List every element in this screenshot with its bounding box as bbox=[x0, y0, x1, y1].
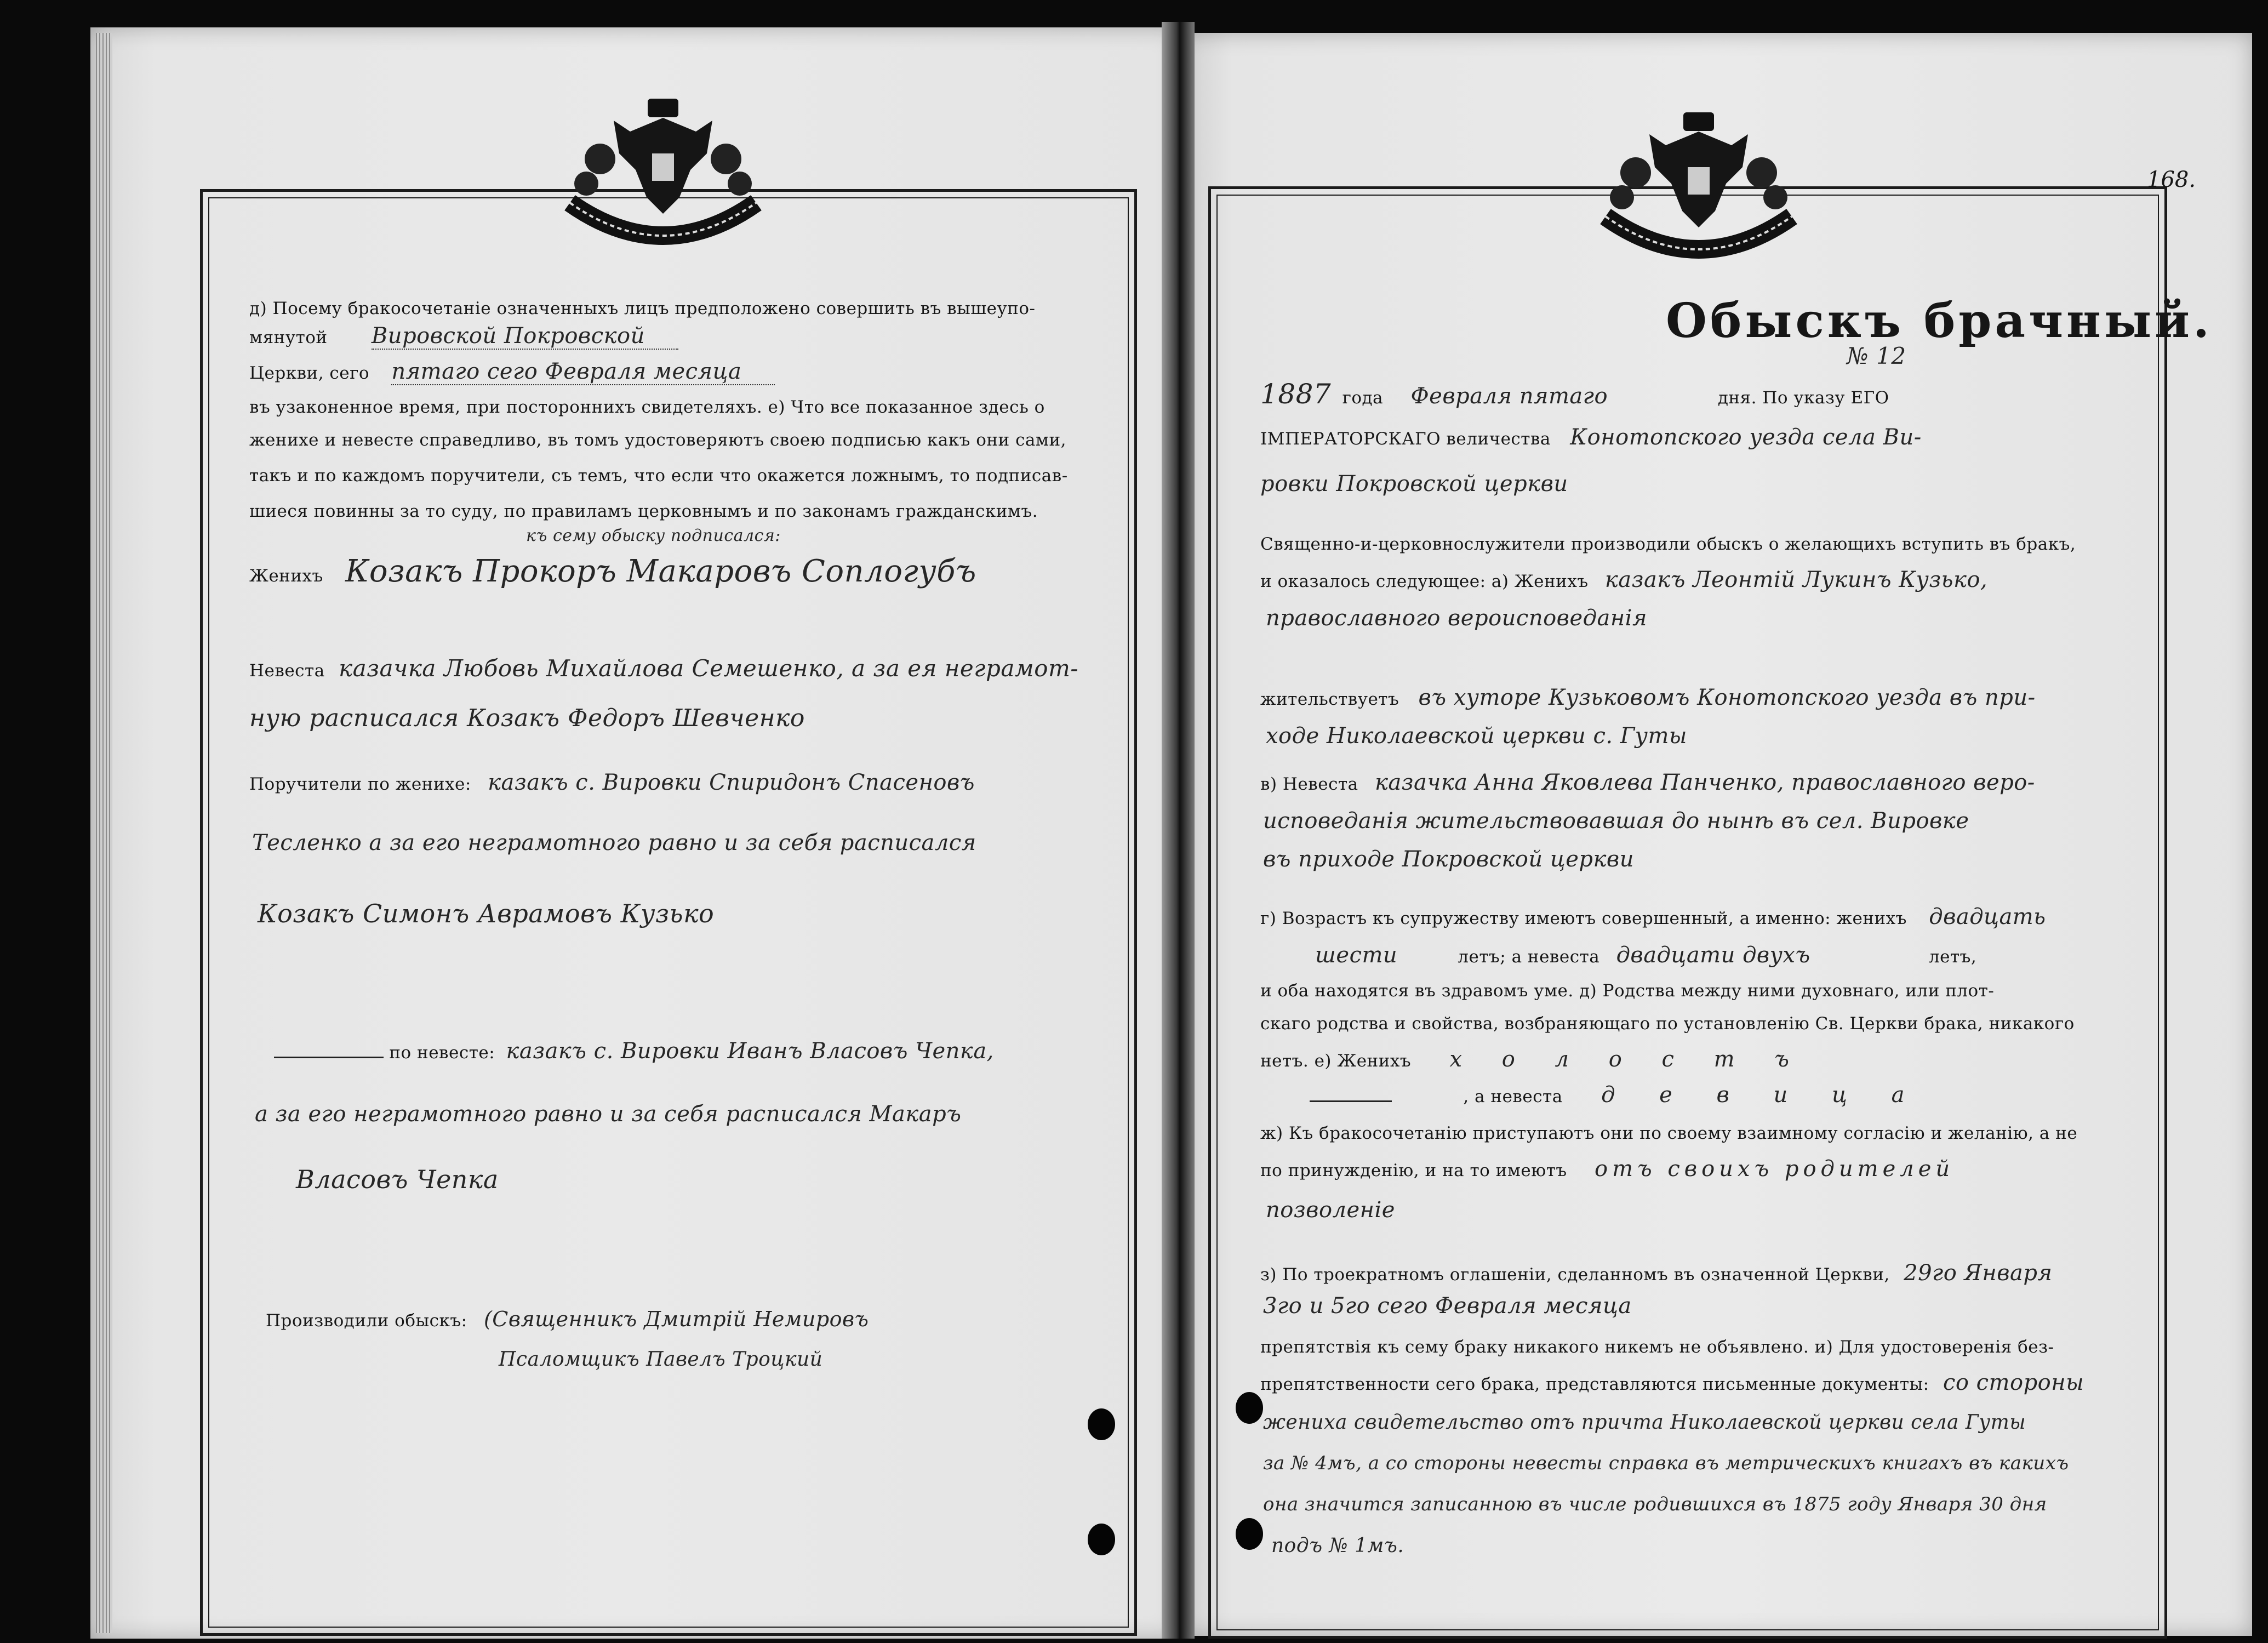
blank-rule bbox=[274, 1057, 384, 1058]
groom-label: Женихъ bbox=[249, 566, 323, 586]
handwritten-banns-date: 29го Января bbox=[1904, 1260, 2053, 1286]
marital-label: нетъ. е) Женихъ bbox=[1260, 1051, 1412, 1071]
document-title: Обыскъ брачный. bbox=[1666, 293, 2213, 349]
handwritten-surety: казакъ с. Вировки Спиридонъ Спасеновъ bbox=[488, 770, 975, 795]
handwritten-date: пятаго сего Февраля месяца bbox=[391, 359, 775, 385]
handwritten-surety-cont: а за его неграмотного равно и за себя расписался Макаръ bbox=[255, 1102, 962, 1127]
right-kin-line: скаго родства и свойства, возбраняющаго по установленiю Св. Церкви брака, никакого bbox=[1260, 1014, 2075, 1034]
age-label: г) Возрастъ къ супружеству имеютъ совершенный, а именно: женихъ bbox=[1260, 909, 1907, 928]
handwritten-groom: казакъ Леонтiй Лукинъ Кузько, bbox=[1604, 567, 1988, 592]
age-years-label: летъ, bbox=[1928, 947, 1977, 967]
left-item-d-line2 bbox=[249, 323, 678, 350]
left-sureties-bride-line1 bbox=[274, 1039, 994, 1064]
left-item-d-line3 bbox=[249, 359, 775, 385]
page-number: 168. bbox=[2147, 167, 2196, 192]
page-stack-edge bbox=[96, 33, 112, 1633]
majesty-label: IМПЕРАТОРСКАГО величества bbox=[1260, 429, 1551, 449]
binding-hole bbox=[1236, 1518, 1263, 1550]
sureties-bride-label: по невесте: bbox=[389, 1043, 495, 1063]
handwritten-consent: отъ своихъ родителей bbox=[1595, 1156, 1955, 1182]
handwritten-priest-signature: (Священникъ Дмитрiй Немировъ bbox=[483, 1307, 869, 1331]
blank-rule bbox=[1310, 1100, 1392, 1102]
handwritten-surety-signature: Козакъ Симонъ Аврамовъ Кузько bbox=[258, 899, 715, 928]
handwritten-groom-signature: Козакъ Прокоръ Макаровъ Соплогубъ bbox=[345, 554, 976, 589]
handwritten-clerk-signature: Псаломщикъ Павелъ Троцкий bbox=[499, 1348, 823, 1371]
handwritten-docs-cont: жениха свидетельство отъ причта Николаевской церкви села Гуты bbox=[1263, 1411, 2026, 1434]
label: мянутой bbox=[249, 328, 328, 347]
handwritten-surety-signature: Власовъ Чепка bbox=[296, 1165, 499, 1194]
right-found-line bbox=[1260, 567, 1987, 592]
left-item-d-line6: такъ и по каждомъ поручители, съ темъ, что если что окажется ложнымъ, то подписав- bbox=[249, 466, 1068, 486]
right-residence-line bbox=[1260, 685, 2036, 710]
right-marital-line1 bbox=[1260, 1047, 1806, 1072]
handwritten-bride-signature: казачка Любовь Михайлова Семешенко, а за ея неграмот- bbox=[339, 655, 1079, 682]
handwritten-residence-cont: ходе Николаевской церкви с. Гуты bbox=[1266, 723, 1687, 749]
right-date-line bbox=[1260, 378, 1889, 410]
handwritten-groom-age: двадцать bbox=[1929, 904, 2046, 929]
right-consent-line1: ж) Къ бракосочетанiю приступаютъ они по своему взаимному согласiю и желанiю, а не bbox=[1260, 1123, 2078, 1143]
handwritten-groom-cont: православного вероисповеданiя bbox=[1266, 606, 1647, 631]
handwritten-docs-cont: за № 4мъ, а со стороны невесты справка въ метрическихъ книгахъ въ какихъ bbox=[1263, 1452, 2069, 1474]
handwritten-docs: со стороны bbox=[1943, 1370, 2084, 1395]
label: Церкви, сего bbox=[249, 363, 370, 383]
handwritten-bride-age: двадцати двухъ bbox=[1616, 943, 1810, 968]
left-conducted-line bbox=[266, 1307, 869, 1331]
handwritten-year: 1887 bbox=[1260, 378, 1332, 410]
binding-hole bbox=[1236, 1392, 1263, 1424]
handwritten-docs-cont: подъ № 1мъ. bbox=[1271, 1534, 1404, 1557]
consent-label: по принужденiю, и на то имеютъ bbox=[1260, 1161, 1567, 1180]
right-banns-line bbox=[1260, 1260, 2052, 1286]
handwritten-signed-note: къ сему обыску подписался: bbox=[526, 526, 781, 545]
left-item-d-line5: женихе и невесте справедливо, въ томъ удостоверяютъ своею подписью какъ они сами, bbox=[249, 430, 1067, 450]
bride-label: в) Невеста bbox=[1260, 774, 1358, 794]
handwritten-surety: казакъ с. Вировки Иванъ Власовъ Чепка, bbox=[506, 1039, 994, 1064]
handwritten-date: Февраля пятаго bbox=[1410, 384, 1608, 409]
right-impediment-line: препятствiя къ сему браку никакого никемъ не объявлено. и) Для удостоверенiя без- bbox=[1260, 1337, 2054, 1357]
right-docs-line bbox=[1260, 1370, 2084, 1395]
left-groom-line bbox=[249, 554, 976, 589]
handwritten-consent-cont: позволенiе bbox=[1266, 1197, 1395, 1223]
right-age-line1 bbox=[1260, 904, 2046, 929]
found-label: и оказалось следующее: а) Женихъ bbox=[1260, 572, 1589, 591]
right-clergy-line: Священно-и-церковнослужители производили обыскъ о желающихъ вступить въ бракъ, bbox=[1260, 534, 2076, 554]
right-majesty-line bbox=[1260, 425, 1922, 450]
left-sureties-groom-line1 bbox=[249, 770, 975, 795]
day-label: дня. По указу ЕГО bbox=[1717, 388, 1889, 408]
right-bride-line bbox=[1260, 770, 2035, 795]
right-marital-line2 bbox=[1310, 1082, 1923, 1108]
handwritten-place: Конотопского уезда села Ви- bbox=[1570, 425, 1922, 450]
left-item-d-line7: шиеся повинны за то суду, по правиламъ церковнымъ и по законамъ гражданскимъ. bbox=[249, 501, 1038, 521]
right-age-line2 bbox=[1260, 943, 1976, 968]
imperial-eagle-emblem bbox=[1584, 107, 1814, 266]
right-health-line: и оба находятся въ здравомъ уме. д) Родства между ними духовнаго, или плот- bbox=[1260, 981, 1995, 1001]
handwritten-church: ровки Покровской церкви bbox=[1260, 471, 1568, 497]
handwritten-bride-cont: въ приходе Покровской церкви bbox=[1263, 847, 1634, 872]
bride-label: Невеста bbox=[249, 661, 325, 681]
handwritten-groom-age-cont: шести bbox=[1315, 943, 1398, 968]
banns-label: з) По троекратномъ оглашенiи, сделанномъ въ означенной Церкви, bbox=[1260, 1265, 1890, 1285]
handwritten-surety-cont: Тесленко а за его неграмотного равно и за себя расписался bbox=[252, 830, 976, 855]
record-number: № 12 bbox=[1847, 343, 1906, 369]
sureties-groom-label: Поручители по женихе: bbox=[249, 774, 471, 794]
left-item-d-line4: въ узаконенное время, при постороннихъ свидетеляхъ. е) Что все показанное здесь о bbox=[249, 397, 1045, 417]
left-bride-line1 bbox=[249, 655, 1078, 682]
handwritten-residence: въ хуторе Кузьковомъ Конотопского уезда въ при- bbox=[1418, 685, 2036, 710]
year-label: года bbox=[1342, 388, 1384, 408]
conducted-label: Производили обыскъ: bbox=[266, 1311, 467, 1331]
age-years-label: летъ; а невеста bbox=[1458, 947, 1600, 967]
left-item-d-line1: д) Посему бракосочетанiе означенныхъ лицъ предположено совершить въ вышеупо- bbox=[249, 299, 1036, 318]
right-consent-line2 bbox=[1260, 1156, 1954, 1182]
handwritten-bride: казачка Анна Яковлева Панченко, православного веро- bbox=[1374, 770, 2035, 795]
handwritten-docs-cont: она значится записанною въ числе родившихся въ 1875 году Января 30 дня bbox=[1263, 1493, 2047, 1515]
book-gutter bbox=[1162, 22, 1195, 1639]
bride-marital-label: , а невеста bbox=[1463, 1087, 1563, 1106]
handwritten-church-name: Вировской Покровской bbox=[372, 323, 678, 350]
binding-hole bbox=[1088, 1524, 1115, 1555]
residence-label: жительствуетъ bbox=[1260, 689, 1399, 709]
handwritten-bride-status: д е в и ц а bbox=[1601, 1082, 1923, 1108]
handwritten-bride-signature-cont: ную расписался Козакъ Федоръ Шевченко bbox=[249, 704, 805, 732]
docs-label: препятственности сего брака, представляются письменные документы: bbox=[1260, 1374, 1929, 1394]
binding-hole bbox=[1088, 1408, 1115, 1440]
imperial-eagle-emblem bbox=[548, 93, 778, 252]
handwritten-groom-status: х о л о с т ъ bbox=[1449, 1047, 1806, 1072]
handwritten-banns-date-cont: 3го и 5го сего Февраля месяца bbox=[1263, 1293, 1632, 1319]
handwritten-bride-cont: исповеданiя жительствовавшая до нынѣ въ сел. Вировке bbox=[1263, 808, 1969, 834]
